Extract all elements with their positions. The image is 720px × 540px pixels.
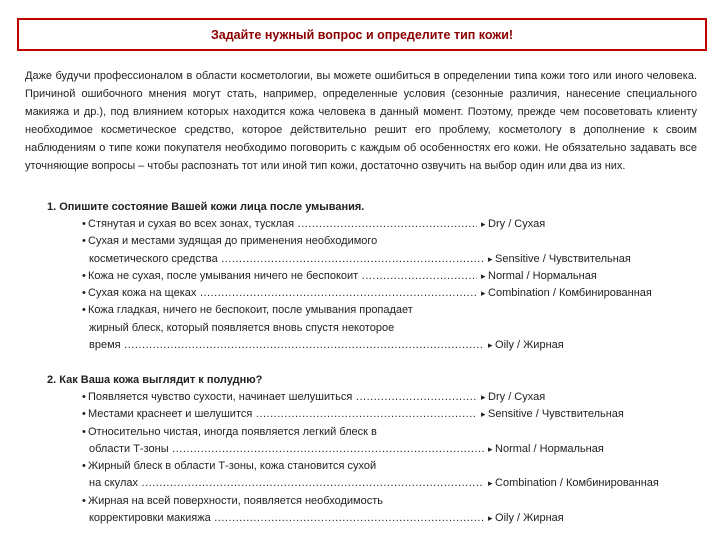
- answer-text: жирный блеск, который появляется вновь спустя некоторое: [89, 321, 395, 334]
- answer-text: [82, 406, 477, 423]
- answer-item: [47, 216, 687, 233]
- question-1: [47, 198, 687, 354]
- answer-text: [89, 475, 484, 492]
- answer-line: [47, 285, 687, 302]
- answer-item: [47, 406, 687, 423]
- title-box: [17, 18, 707, 51]
- bullet-icon: •: [82, 460, 86, 473]
- answer-item: [47, 285, 687, 302]
- answer-line: [47, 510, 687, 527]
- skin-type-result: ▸ Dry / Сухая: [481, 389, 545, 406]
- answer-text-content: корректировки макияжа: [89, 512, 211, 525]
- answer-line: [47, 493, 687, 510]
- bullet-icon: •: [82, 391, 86, 403]
- skin-type-result: ▸ Sensitive / Чувствительная: [481, 406, 624, 423]
- answer-item: [47, 389, 687, 406]
- bullet-icon: •: [82, 218, 86, 230]
- question-heading: 1. Опишите состояние Вашей кожи лица после умывания.: [47, 201, 365, 213]
- skin-type-result: ▸ Combination / Комбинированная: [488, 475, 659, 492]
- answer-text-content: на скулах: [89, 477, 138, 490]
- skin-type-result: ▸ Oily / Жирная: [488, 337, 564, 354]
- bullet-icon: •: [82, 425, 86, 438]
- skin-type-result: ▸ Normal / Нормальная: [481, 268, 597, 285]
- answer-text: [82, 268, 477, 285]
- bullet-icon: •: [82, 494, 86, 507]
- skin-type-result: ▸ Oily / Жирная: [488, 510, 564, 527]
- answer-text: Сухая и местами зудящая до применения необходимого: [88, 235, 378, 248]
- answer-line: [47, 320, 687, 337]
- answer-item: [47, 493, 687, 528]
- bullet-icon: •: [82, 287, 86, 300]
- answer-line: [47, 302, 687, 319]
- answer-item: [47, 458, 687, 493]
- answer-text: [82, 285, 477, 302]
- answer-item: [47, 233, 687, 268]
- answer-text-content: Местами краснеет и шелушится: [88, 408, 253, 421]
- answer-text: [89, 510, 484, 527]
- answer-text-content: Стянутая и сухая во всех зонах, тусклая: [88, 218, 295, 230]
- answer-item: [47, 268, 687, 285]
- answer-text-content: области Т-зоны: [89, 442, 169, 455]
- answer-text-content: Появляется чувство сухости, начинает шелушиться: [88, 391, 353, 403]
- answer-line: [47, 441, 687, 458]
- answer-text-content: Сухая кожа на щеках: [88, 287, 197, 300]
- answer-line: [47, 233, 687, 250]
- answer-text: Жирный блеск в области Т-зоны, кожа становится сухой: [88, 460, 377, 473]
- bullet-icon: •: [82, 408, 86, 421]
- answer-line: [47, 424, 687, 441]
- answer-item: [47, 302, 687, 354]
- answer-text-content: косметического средства: [89, 252, 218, 265]
- answer-line: [47, 475, 687, 492]
- skin-type-result: ▸ Dry / Сухая: [481, 216, 545, 233]
- intro-paragraph: Даже будучи профессионалом в области косметологии, вы можете ошибиться в определении типа кожи того или иного человека. Причиной ошибочного мнения могут стать, например, определенные условия (сезонные различия, нанесение специального макияжа и др.), под влиянием которых находится кожа человека в данный момент. Поэтому, прежде чем посоветовать клиенту необходимое косметическое средство, которое действительно решит его проблему, косметологу в дополнение к своим наблюдениям о типе кожи покупателя необходимо поговорить с каждым об особенностях его кожи. Не обязательно задавать все уточняющие вопросы – чтобы распознать тот или иной тип кожи, достаточно озвучить на выбор один или два из них.: [25, 70, 697, 172]
- answer-line: [47, 251, 687, 268]
- answer-text-content: время: [89, 339, 121, 352]
- answer-line: [47, 216, 687, 233]
- skin-type-result: ▸ Normal / Нормальная: [488, 441, 604, 458]
- answer-text: [89, 441, 484, 458]
- answer-text: [82, 216, 477, 233]
- answer-text: Жирная на всей поверхности, появляется необходимость: [88, 494, 383, 507]
- answer-line: [47, 389, 687, 406]
- bullet-icon: •: [82, 304, 86, 317]
- answer-item: [47, 424, 687, 459]
- answer-line: [47, 406, 687, 423]
- answer-text: Относительно чистая, иногда появляется легкий блеск в: [88, 425, 377, 438]
- answer-text: Кожа гладкая, ничего не беспокоит, после умывания пропадает: [88, 304, 413, 317]
- answer-text: [82, 389, 477, 406]
- page-title: Задайте нужный вопрос и определите тип кожи!: [210, 27, 514, 42]
- answer-text: [89, 337, 484, 354]
- answer-line: [47, 337, 687, 354]
- bullet-icon: •: [82, 269, 86, 282]
- answer-text-content: Кожа не сухая, после умывания ничего не беспокоит: [88, 269, 359, 282]
- question-2: [47, 371, 687, 527]
- question-heading: 2. Как Ваша кожа выглядит к полудню?: [47, 374, 263, 386]
- answer-line: [47, 268, 687, 285]
- answer-line: [47, 458, 687, 475]
- bullet-icon: •: [82, 235, 86, 248]
- answer-text: [89, 251, 484, 268]
- skin-type-result: ▸ Combination / Комбинированная: [481, 285, 652, 302]
- skin-type-result: ▸ Sensitive / Чувствительная: [488, 251, 631, 268]
